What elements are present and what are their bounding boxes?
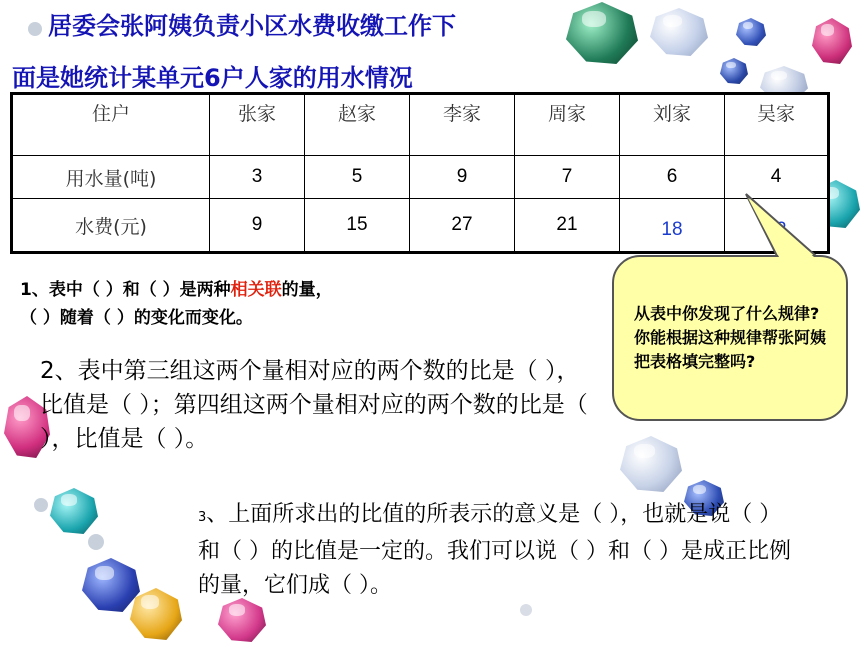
question-1 — [20, 276, 333, 332]
speech-bubble-tail-cover — [730, 180, 820, 270]
table-cell: 21 — [515, 199, 620, 253]
question-1-text: 的量， — [281, 280, 333, 300]
page-title-line1: 居委会张阿姨负责小区水费收缴工作下 — [48, 12, 456, 40]
table-header-row — [12, 94, 829, 156]
decorative-gem-icon — [650, 8, 708, 56]
decorative-gem-icon — [50, 488, 98, 534]
decorative-gem-icon — [736, 18, 766, 46]
water-usage-table — [10, 92, 830, 254]
decorative-gem-icon — [218, 598, 266, 642]
question-1-line2: （ ）随着（ ）的变化而变化。 — [20, 308, 253, 328]
background-dot — [28, 22, 42, 36]
decorative-gem-icon — [812, 18, 852, 64]
question-1-line1 — [20, 276, 333, 304]
table-cell: 9 — [210, 199, 305, 253]
decorative-gem-icon — [720, 58, 748, 84]
table-cell: 住户 — [12, 94, 210, 156]
decorative-gem-icon — [130, 588, 182, 640]
table-cell: 5 — [305, 156, 410, 199]
table-cell: 用水量(吨) — [12, 156, 210, 199]
question-3-text: 、上面所求出的比值的所表示的意义是（ ），也就是说（ ）和（ ）的比值是一定的。我们可以说（ ）和（ ）是成正比例的量，它们成（ ）。 — [198, 502, 791, 598]
page-title-line2: 面是她统计某单元6户人家的用水情况 — [12, 64, 413, 92]
question-1-highlight: 相关联 — [230, 280, 282, 300]
table-row-water-fee — [12, 199, 829, 253]
decorative-gem-icon — [566, 2, 638, 64]
table-cell: 4 — [725, 156, 829, 199]
table-cell: 张家 — [210, 94, 305, 156]
table-cell: 周家 — [515, 94, 620, 156]
decorative-gem-icon — [82, 558, 140, 612]
question-1-text: 1、表中（ ）和（ ）是两种 — [20, 280, 231, 300]
table-cell: 水费(元) — [12, 199, 210, 253]
question-2: 2、表中第三组这两个量相对应的两个数的比是（ ），比值是（ ）；第四组这两个量相对应的两个数的比是（ ），比值是（ ）。 — [40, 358, 588, 452]
background-dot — [520, 604, 532, 616]
speech-bubble-text: 从表中你发现了什么规律?你能根据这种规律帮张阿姨把表格填完整吗? — [634, 304, 827, 371]
question-3-number: 3 — [198, 510, 207, 525]
table-cell: 吴家 — [725, 94, 829, 156]
decorative-gem-icon — [620, 436, 682, 492]
table-cell: 27 — [410, 199, 515, 253]
table-cell: 赵家 — [305, 94, 410, 156]
table-cell-filled-answer: 18 — [620, 199, 725, 253]
table-cell: 李家 — [410, 94, 515, 156]
table-cell: 9 — [410, 156, 515, 199]
table-cell: 3 — [210, 156, 305, 199]
table-row-water-usage — [12, 156, 829, 199]
table-cell: 6 — [620, 156, 725, 199]
table-cell: 7 — [515, 156, 620, 199]
table-cell: 刘家 — [620, 94, 725, 156]
background-dot — [34, 498, 48, 512]
question-3 — [198, 498, 798, 603]
table-cell: 15 — [305, 199, 410, 253]
background-dot — [88, 534, 104, 550]
